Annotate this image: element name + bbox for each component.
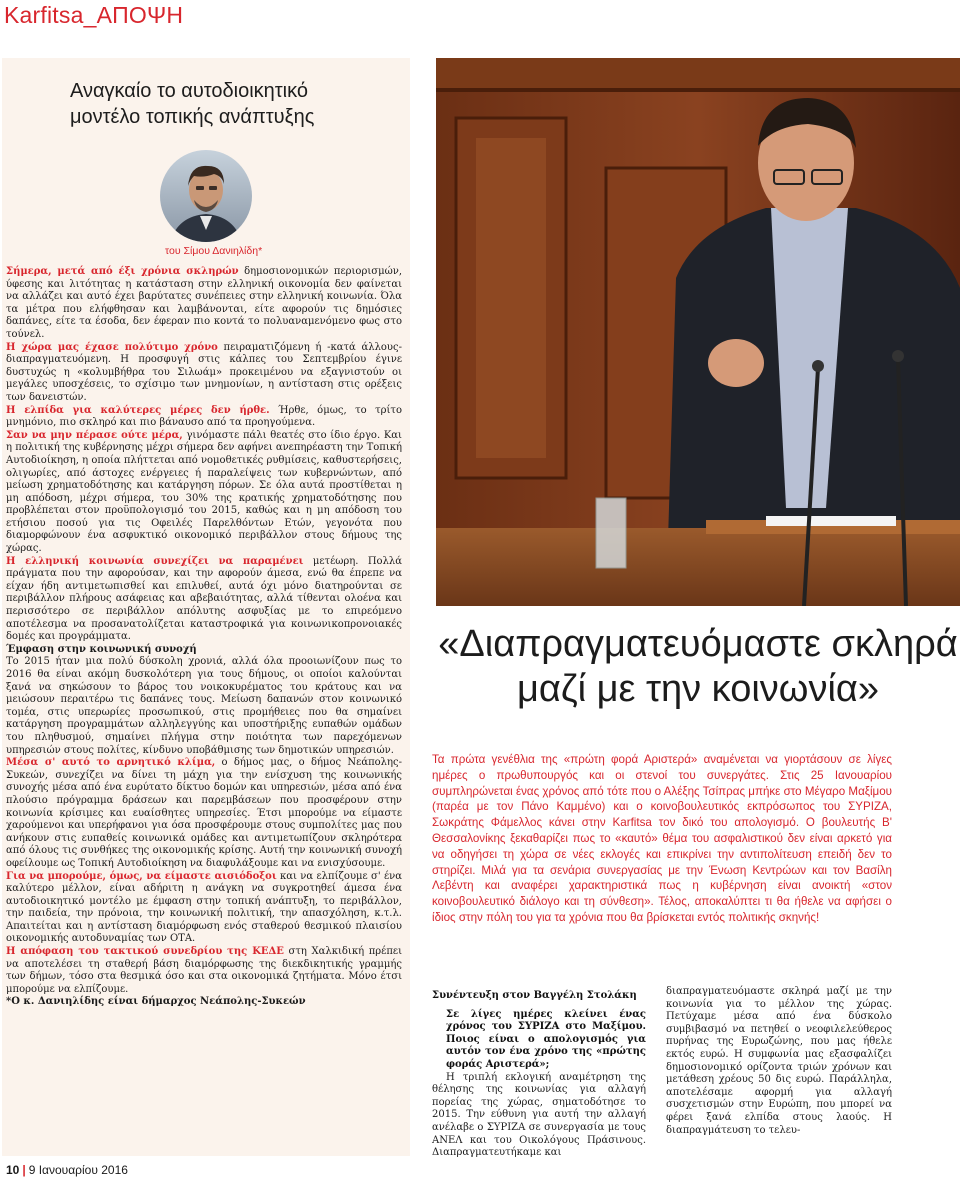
interview-answer-continued: διαπραγματευόμαστε σκληρά μαζί με την κοινωνία για το μέλλον της χώρας. Πετύχαμε μέσα από ένα δύσκολο συμβιβασμό να πετηθεί ο νεοφιλελεύθερος πυρήνας της Ευρωζώνης, που μας ήθελε εκτός ευρώ. Η συμφωνία μας εξασφαλίζει δημοσιονομικό ορίζοντα τριών χρόνων και μετάθεση χρέους 50 δις ευρώ. Παράλληλα, αποτελέσαμε αφορμή για αλλαγή συσχετισμών στην Ευρώπη, που μπορεί να φέρει ξανά ελπίδα στους λαούς. Η διαπραγμάτευση το τελευ- <box>666 986 892 1136</box>
paragraph-lead: Η ελπίδα για καλύτερες μέρες δεν ήρθε. <box>6 404 270 416</box>
page-footer <box>6 1163 128 1177</box>
interview-question: Σε λίγες ημέρες κλείνει ένας χρόνος του ΣΥΡΙΖΑ στο Μαξίμου. Ποιος είναι ο απολογισμός για αυτόν τον ένα χρόνο της «πρώτης φοράς Αριστερά»; <box>446 1008 646 1070</box>
opinion-paragraph <box>6 656 402 757</box>
paragraph-text: και να ελπίζουμε σ' ένα καλύτερο μέλλον, είναι αδήριτη η ανάγκη να συγκροτηθεί άμεσα ένα αυτοδιοικητικό μοντέλο με έμφαση στην τοπική ανάπτυξη, το περιβάλλον, την παιδεία, την πρόνοια, την κοινωνική πολιτική, την απασχόληση, κ.τ.λ. Απαιτείται και η αντίσταση διαμόρφωση ενός σταθερού θεσμικού πλαισίου οικονομικής αυτοδυναμίας των ΟΤΑ. <box>6 870 402 945</box>
opinion-body <box>6 266 402 1009</box>
paragraph-text: πειραματιζόμενη ή -κατά άλλους- διαπραγματευόμενη. Η προσφυγή στις κάλπες του Σεπτεμβρίου έγινε δυστυχώς η «κολυμβήθρα του Σιλωάμ» προκειμένου να εξαγνιστούν οι μεγάλες υποσχέσεις, το σχίσιμο των μνημονίων, η αντίσταση στις ορέξεις των δανειστών. <box>6 341 402 403</box>
interview-byline: Συνέντευξη στον Βαγγέλη Στολάκη <box>432 990 637 1001</box>
opinion-paragraph <box>6 757 402 870</box>
opinion-paragraph <box>6 342 402 405</box>
author-portrait <box>160 150 252 242</box>
paragraph-lead: Η ελληνική κοινωνία συνεχίζει να παραμένει <box>6 555 304 567</box>
paragraph-text: ο δήμος μας, ο δήμος Νεάπολης-Συκεών, συνεχίζει να δίνει τη μάχη για την ενίσχυση της κοινωνικής συνοχής μέσα από ένα ευρύτατο δίκτυο δομών και υπηρεσιών, μέσα από ένα πλούσιο πρόγραμμα δράσεων και παρεμβάσεων που προσφέρουν στην κοινωνία κρίσιμες και ευαίσθητες υπηρεσίες. Έτσι μπορούμε να είμαστε χαρούμενοι και υπερήφανοι για όσα προσφέρουμε στους συμπολίτες μας που ανήκουν στις ευπαθείς κοινωνικά ομάδες και αντιμετωπίζουν σκληρότερα από όλους τις συνθήκες της οικονομικής κρίσης. Αυτή την κοινωνική συνοχή οφείλουμε ως Τοπική Αυτοδιοίκηση να διαφυλάξουμε και να ενισχύσουμε. <box>6 757 402 869</box>
opinion-paragraph <box>6 556 402 644</box>
author-byline: του Σίμου Δανιηλίδη* <box>165 245 263 257</box>
masthead <box>4 2 183 29</box>
paragraph-text: γινόμαστε πάλι θεατές στο ίδιο έργο. Και η πολιτική της κυβέρνησης μέχρι σήμερα δεν αφήνει ανεπηρέαστη την Τοπική Αυτοδιοίκηση, η οποία πλήττεται από νομοθετικές ρυθμίσεις, καθυστερήσεις, ολιγωρίες, από άστοχες ενέργειες ή παραλείψεις των κυβερνώντων, από μείωση χρηματοδότησης και κατάργηση πόρων. Σε όλα αυτά προστίθεται η μη απόδοση, μέχρι σήμερα, του 30% της κρατικής χρηματοδότησης που προβλέπεται στον προϋπολογισμό του 2015, καθώς και η μη απόδοση του ετήσιου ποσού για τις Οφειλές Παρελθόντων Ετών, γεγονότα που διαμορφώνουν ένα ασφυκτικό οικονομικό περιβάλλον στους δήμους της χώρας. <box>6 429 402 555</box>
interview-headline: «Διαπραγματευόμαστε σκληρά μαζί με την κοινωνία» <box>438 623 958 710</box>
paragraph-lead: Για να μπορούμε, όμως, να είμαστε αισιόδοξοι <box>6 870 277 882</box>
interview-column-2 <box>666 986 892 1137</box>
interview-intro: Τα πρώτα γενέθλια της «πρώτη φορά Αριστερά» αναμένεται να γιορτάσουν σε λίγες ημέρες ο πρωθυπουργός και οι στενοί του συνεργάτες. Στις 25 Ιανουαρίου συμπληρώνεται ένας χρόνος από τότε που ο Αλέξης Τσίπρας μπήκε στο Μέγαρο Μαξίμου (παρέα με τον Πάνο Καμμένο) και ο κοινοβουλευτικός εκπρόσωπος του ΣΥΡΙΖΑ, Σωκράτης Φάμελλος κάνει στην Karfitsa τον δικό του απολογισμό. Ο βουλευτής Β' Θεσσαλονίκης ξεκαθαρίζει πως το «καυτό» θέμα του ασφαλιστικού δεν είναι αρκετό για να οδηγήσει τη χώρα σε νέες εκλογές και επικρίνει την αντιπολίτευση επειδή δεν το στηρίζει. Μιλά για τα σενάρια συνεργασίας με την Ένωση Κεντρώων και τον Βασίλη Λεβέντη και αναφέρει χαρακτηριστικά πως η κυβέρνηση είναι ανοικτή «στον κοινοβουλευτικό διάλογο και τη σύνθεση». Τέλος, αποκαλύπτει τι θα ήθελε να αφήσει ο ίδιος στην πόλη του για τα χρόνια που θα βρίσκεται εντός πολιτικής σκηνής! <box>432 753 893 924</box>
paragraph-lead: Σαν να μην πέρασε ούτε μέρα, <box>6 429 183 441</box>
interview-column-1 <box>432 990 646 1160</box>
opinion-title: Αναγκαίο το αυτοδιοικητικό μοντέλο τοπικής ανάπτυξης <box>70 80 315 128</box>
paragraph-text: Ήρθε, όμως, το τρίτο μνημόνιο, πιο σκληρό και πιο βάναυσο από τα προηγούμενα. <box>6 404 402 429</box>
issue-date: 9 Ιανουαρίου 2016 <box>28 1163 128 1177</box>
parliament-speaker-photo <box>436 58 960 606</box>
paragraph-lead: Σήμερα, μετά από έξι χρόνια σκληρών <box>6 266 239 277</box>
section-name: ΑΠΟΨΗ <box>96 2 184 28</box>
interview-answer: Η τριπλή εκλογική αναμέτρηση της θέλησης της κοινωνίας για αλλαγή πορείας της χώρας, σηματοδότησε το 2015. Την εύθυνη για αυτή την αλλαγή ανέλαβε ο ΣΥΡΙΖΑ σε συνεργασία με τους ΑΝΕΛ και του Οικολόγους Πράσινους. Διαπραγματευτήκαμε και <box>432 1071 646 1159</box>
opinion-paragraph <box>6 430 402 556</box>
opinion-paragraph <box>6 946 402 996</box>
paragraph-text: Το 2015 ήταν μια πολύ δύσκολη χρονιά, αλλά όλα προοιωνίζουν πως το 2016 θα είναι ακόμη δυσκολότερη για τους δήμους, οι οποίοι καλούνται ξανά να σηκώσουν το βάρος του νοικοκυρέματος του κράτους και να μειώσουν περαιτέρω τις δαπάνες τους. Μείωση δαπανών στον κοινωνικό τομέα, στις υπερωρίες προσωπικού, στις προμήθειες που θα σημαίνει κατάργηση προγραμμάτων αλληλεγγύης και υποστήριξης ευπαθών ομάδων του πληθυσμού, σημαίνει πλήγμα στην ποιότητα των παρεχόμενων υπηρεσιών στους πολίτες, κίνδυνο υποβάθμισης των δημοτικών υπηρεσιών. <box>6 656 402 756</box>
paragraph-text: στη Χαλκιδική πρέπει να αποτελέσει τη σταθερή βάση διαμόρφωσης της διεκδικητικής γραμμής των δήμων, τόσο στα θεσμικά όσο και στα οικονομικά ζητήματα. Μόνο έτσι μπορούμε να ελπίζουμε. <box>6 946 402 995</box>
brand-name: Karfitsa_ <box>4 2 97 28</box>
page-number: 10 <box>6 1163 20 1177</box>
footer-separator: | <box>22 1163 26 1177</box>
opinion-paragraph <box>6 871 402 947</box>
opinion-subheading: *Ο κ. Δανιηλίδης είναι δήμαρχος Νεάπολης-Συκεών <box>6 996 306 1008</box>
paragraph-text: δημοσιονομικών περιορισμών, ύφεσης και λιτότητας η κατάσταση στην ελληνική οικονομία δεν φαίνεται να αλλάζει και αυτό έχει βαρύτατες συνέπειες στην ελληνική κοινωνία. Όλα τα μέτρα που ελήφθησαν και λαμβάνονται, είτε αφορούν τις δημόσιες δαπάνες, είτε τα έσοδα, δεν έφεραν πιο κοντά το πολυαναμενόμενο φως στο τούνελ. <box>6 266 402 340</box>
paragraph-text: μετέωρη. Πολλά πράγματα που την αφορούσαν, και την αφορούν άμεσα, ενώ θα έπρεπε να είχαν ήδη αντιμετωπισθεί και επιλυθεί, αυτά όχι μόνο διατηρούνται σε περιβάλλον πλήρους ασάφειας και αβεβαιότητας, αλλά τίθενται ολοένα και περισσότερο σε περιβάλλον απόλυτης ασφυξίας με το επιρεόμενο αποτέλεσμα να προσανατολίζεται καταστροφικά για κοινωνικοπρονοιακές δομές και προγράμματα. <box>6 555 403 643</box>
paragraph-lead: Μέσα σ' αυτό το αρνητικό κλίμα, <box>6 757 216 769</box>
opinion-paragraph <box>6 266 402 342</box>
opinion-paragraph <box>6 405 402 430</box>
paragraph-lead: Η χώρα μας έχασε πολύτιμο χρόνο <box>6 341 218 353</box>
opinion-subheading: Έμφαση στην κοινωνική συνοχή <box>6 643 197 655</box>
paragraph-lead: Η απόφαση του τακτικού συνεδρίου της ΚΕΔΕ <box>6 946 284 958</box>
